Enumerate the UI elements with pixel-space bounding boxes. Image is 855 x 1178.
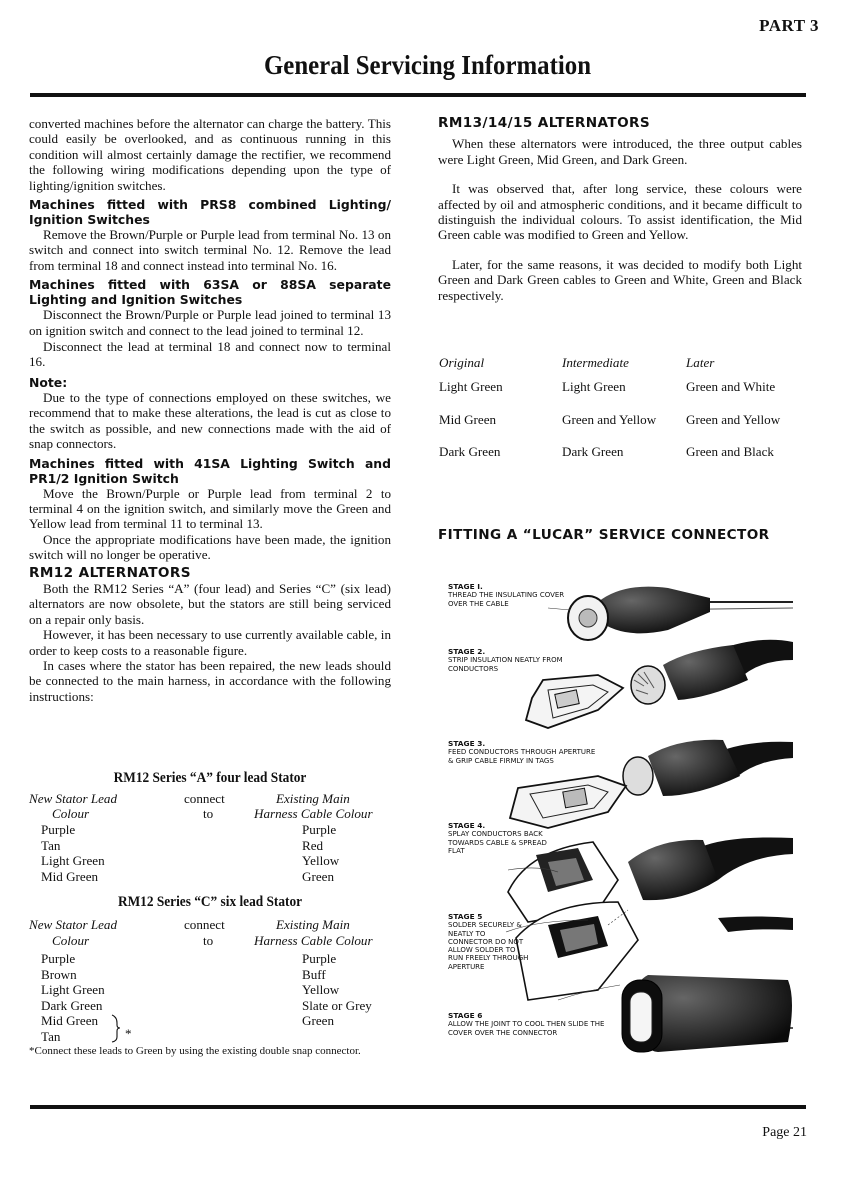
- table-c-header-1a: New Stator Lead: [29, 917, 118, 932]
- note-paragraph: Due to the type of connections employed on these switches, we recommend that to make these alterations, the lead is cut as close to the switch as possible, and new connections made with the aid of snap connectors.: [29, 389, 391, 452]
- page-number: Page 21: [762, 1125, 807, 1140]
- table-c-header-3a: Existing Main: [276, 917, 350, 932]
- stage-5-label: [448, 913, 530, 971]
- colour-table-cell: Green and Yellow: [562, 412, 657, 427]
- lucar-heading: FITTING A “LUCAR” SERVICE CONNECTOR: [438, 527, 770, 543]
- rm13-paragraph-3: Later, for the same reasons, it was decided to modify both Light Green and Dark Green cables to Green and White, Green and Black respectively.: [438, 256, 802, 303]
- table-a-cell: Red: [302, 837, 324, 853]
- table-c-cell: Purple: [302, 951, 337, 966]
- s41-heading: Machines fitted with 41SA Lighting Switch and PR1/2 Ignition Switch: [29, 455, 391, 486]
- table-a-header-3b: Harness Cable Colour: [254, 806, 373, 821]
- table-c-cell: Brown: [41, 966, 77, 982]
- rm12-paragraph-2: However, it has been necessary to use currently available cable, in order to keep costs to a reasonable figure.: [29, 627, 391, 658]
- right-column: [438, 116, 802, 303]
- rm12-heading: RM12 ALTERNATORS: [29, 564, 191, 581]
- note-heading: Note:: [29, 374, 68, 390]
- table-c-cell: Yellow: [302, 982, 340, 997]
- table-a-title: RM12 Series “A” four lead Stator: [113, 770, 307, 786]
- stage-3-title: STAGE 3.: [448, 739, 486, 748]
- stage-6-text: ALLOW THE JOINT TO COOL THEN SLIDE THE COVER OVER THE CONNECTOR: [448, 1020, 605, 1037]
- table-c-col-new: [41, 951, 105, 1044]
- stage-2-label: [448, 648, 608, 673]
- bottom-rule: [30, 1105, 806, 1109]
- colour-table-cell: Light Green: [439, 379, 503, 394]
- lucar-figure: [448, 580, 818, 1070]
- footnote: *Connect these leads to Green by using the existing double snap connector.: [29, 1045, 361, 1057]
- table-a-header-1a: New Stator Lead: [29, 791, 118, 806]
- stage-4-title: STAGE 4.: [448, 821, 486, 830]
- rm12-paragraph-1: Both the RM12 Series “A” (four lead) and Series “C” (six lead) alternators are now obsolete, but the stators are still being serviced on a repair only basis.: [29, 580, 391, 627]
- table-c-cell: Buff: [302, 966, 326, 982]
- table-c-cell: Green: [302, 1013, 334, 1028]
- table-a-cell: Purple: [302, 822, 337, 837]
- table-a-header-2b: to: [203, 806, 214, 821]
- left-column: [29, 116, 391, 704]
- table-c-cell: Mid Green: [41, 1013, 99, 1028]
- colour-table-cell: Green and Black: [686, 444, 774, 459]
- s63-heading: Machines fitted with 63SA or 88SA separate Lighting and Ignition Switches: [29, 277, 391, 308]
- colour-table-cell: Dark Green: [439, 444, 501, 459]
- rm13-heading: RM13/14/15 ALTERNATORS: [438, 115, 651, 131]
- stage-1-text: THREAD THE INSULATING COVER OVER THE CABLE: [448, 591, 565, 608]
- stage-1-cover: [548, 587, 793, 640]
- table-a-header-1b: Colour: [52, 806, 90, 821]
- table-c-header-2b: to: [203, 933, 214, 948]
- stage-1-label: [448, 583, 578, 608]
- stage-3-label: [448, 740, 598, 765]
- table-c-cell: Slate or Grey: [302, 997, 372, 1013]
- prs8-paragraph: Remove the Brown/Purple or Purple lead from terminal No. 13 on switch and connect into switch terminal No. 12. Remove the lead from terminal 18 and connect instead into terminal No. 16.: [29, 227, 391, 273]
- table-a-cell: Tan: [41, 837, 61, 853]
- stage-3-text: FEED CONDUCTORS THROUGH APERTURE & GRIP CABLE FIRMLY IN TAGS: [448, 748, 596, 765]
- table-c-cell: Tan: [41, 1028, 61, 1044]
- rm12-paragraph-3: In cases where the stator has been repaired, the new leads should be connected to the main harness, in accordance with the following instructions:: [29, 657, 391, 704]
- colour-table-cell: Green and Yellow: [686, 412, 781, 427]
- table-c-title: RM12 Series “C” six lead Stator: [117, 894, 303, 910]
- table-c-col-existing: [302, 951, 372, 1029]
- stage-5-text: SOLDER SECURELY & NEATLY TO CONNECTOR DO NOT ALLOW SOLDER TO RUN FREELY THROUGH APERTURE: [448, 921, 529, 971]
- colour-table-cell: Light Green: [562, 379, 626, 394]
- top-rule: [30, 93, 806, 97]
- table-a-col-new: [41, 822, 105, 884]
- part-label: PART 3: [759, 16, 819, 35]
- s41-paragraph-1: Move the Brown/Purple or Purple lead from terminal 2 to terminal 4 on the ignition switch, and similarly move the Green and Yellow lead from terminal 11 to terminal 13.: [29, 485, 391, 532]
- table-a-header-3a: Existing Main: [276, 791, 350, 806]
- colour-table-cell: Dark Green: [562, 444, 624, 459]
- rm13-paragraph-2: It was observed that, after long service, these colours were affected by oil and atmospheric conditions, and it became difficult to distinguish the individual colours. To assist identification, the Mid Green cable was modified to Green and Yellow.: [438, 181, 802, 243]
- table-c-cell: Dark Green: [41, 997, 103, 1013]
- table-a-header-2a: connect: [184, 791, 225, 806]
- s41-paragraph-2: Once the appropriate modifications have been made, the ignition switch will no longer be operative.: [29, 531, 391, 563]
- table-c-header-1b: Colour: [52, 933, 90, 948]
- stage-4-label: [448, 822, 564, 855]
- colour-table-header-later: Later: [686, 355, 715, 370]
- rm13-paragraph-1: When these alternators were introduced, the three output cables were Light Green, Mid Green, and Dark Green.: [438, 136, 802, 167]
- stage-6-label: [448, 1012, 620, 1037]
- table-a-cell: Purple: [41, 822, 76, 837]
- s63-paragraph-2: Disconnect the lead at terminal 18 and connect now to terminal 16.: [29, 339, 391, 370]
- stage-2-text: STRIP INSULATION NEATLY FROM CONDUCTORS: [448, 656, 563, 673]
- stage-5-title: STAGE 5: [448, 912, 483, 921]
- table-a-cell: Mid Green: [41, 868, 99, 884]
- stage-4-text: SPLAY CONDUCTORS BACK TOWARDS CABLE & SPREAD FLAT: [448, 830, 547, 855]
- page-title: General Servicing Information: [263, 50, 592, 80]
- prs8-heading: Machines fitted with PRS8 combined Lighting/ Ignition Switches: [29, 197, 391, 228]
- stage-6-title: STAGE 6: [448, 1011, 483, 1020]
- table-c-cell: Light Green: [41, 982, 105, 997]
- table-c-cell: Purple: [41, 951, 76, 966]
- table-c-header-2a: connect: [184, 917, 225, 932]
- table-c-star: *: [125, 1026, 132, 1041]
- table-c-header-3b: Harness Cable Colour: [254, 933, 373, 948]
- s63-paragraph-1: Disconnect the Brown/Purple or Purple lead joined to terminal 13 on ignition switch and connect to the lead joined to terminal 12.: [29, 307, 391, 338]
- intro-paragraph: converted machines before the alternator can charge the battery. This could easily be overlooked, and as continuous running in this condition will almost certainly damage the rectifier, we recommend the following wiring modifications depending upon the type of lighting/ignition switches.: [29, 116, 391, 193]
- colour-table-cell: Green and White: [686, 379, 776, 394]
- table-a-cell: Light Green: [41, 853, 105, 868]
- stage-2-title: STAGE 2.: [448, 647, 486, 656]
- table-a-col-existing: [302, 822, 339, 884]
- stage-1-title: STAGE I.: [448, 582, 483, 591]
- colour-table-header-intermediate: Intermediate: [562, 355, 629, 370]
- table-c-brace: [108, 1013, 138, 1043]
- table-a-cell: Green: [302, 868, 334, 884]
- colour-table-cell: Mid Green: [439, 412, 497, 427]
- colour-table-header-original: Original: [439, 355, 485, 370]
- table-a-cell: Yellow: [302, 853, 340, 868]
